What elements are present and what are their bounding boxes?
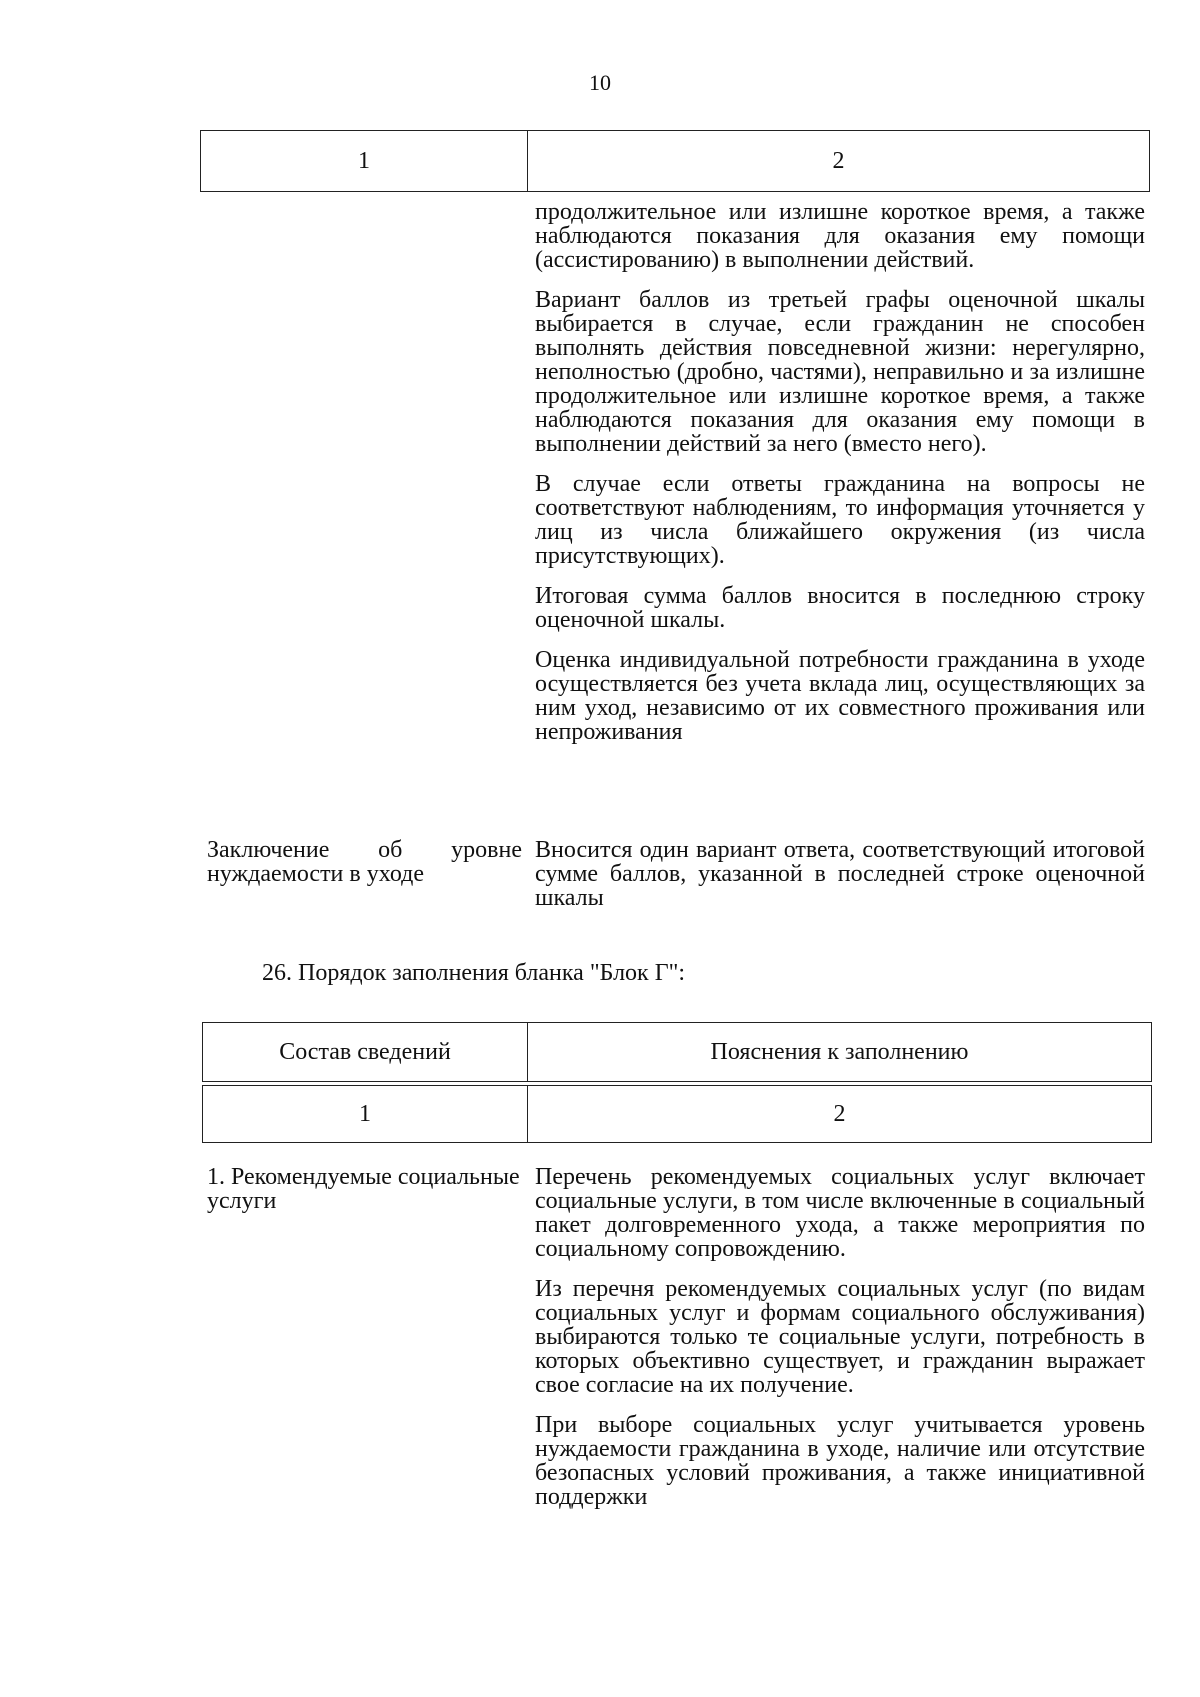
paragraph: При выборе социальных услуг учитывается уровень нуждаемости гражданина в уходе, наличие или отсутствие безопасных условий проживания, а также инициативной поддержки (535, 1412, 1145, 1510)
top-table-col1-header: 1 (201, 131, 528, 191)
conclusion-text-body: Вносится один вариант ответа, соответствующий итоговой сумме баллов, указанной в последней строке оценочной шкалы (535, 837, 1145, 911)
conclusion-label-text: Заключение об уровне нуждаемости в уходе (207, 837, 522, 887)
bottom-table-num-left: 1 (203, 1086, 528, 1142)
top-table-continuation (535, 200, 1145, 744)
top-table-col2-header: 2 (832, 147, 845, 174)
bottom-table-numbers (202, 1085, 1152, 1143)
conclusion-label (207, 838, 522, 886)
bottom-table-header (202, 1022, 1152, 1082)
row1-label (207, 1165, 522, 1213)
paragraph: Из перечня рекомендуемых социальных услуг (по видам социальных услуг и формам социального обслуживания) выбираются только те социальные услуги, потребность в которых объективно существует, и гражданин выражает свое согласие на их получение. (535, 1276, 1145, 1398)
bottom-table-num-right: 2 (833, 1100, 846, 1127)
paragraph: Итоговая сумма баллов вносится в последнюю строку оценочной шкалы. (535, 583, 1145, 633)
top-table-header (200, 130, 1150, 192)
paragraph: Перечень рекомендуемых социальных услуг включает социальные услуги, в том числе включенные в социальный пакет долговременного ухода, а также мероприятия по социальному сопровождению. (535, 1164, 1145, 1262)
paragraph: Вариант баллов из третьей графы оценочной шкалы выбирается в случае, если гражданин не способен выполнять действия повседневной жизни: нерегулярно, неполностью (дробно, частями), неправильно и за излишне продолжительное или излишне короткое время, а также наблюдаются показания для оказания ему помощи в выполнении действий за него (вместо него). (535, 287, 1145, 457)
bottom-table-header-right: Пояснения к заполнению (710, 1038, 969, 1065)
row1-label-text: 1. Рекомендуемые социальные услуги (207, 1164, 520, 1214)
conclusion-text (535, 838, 1145, 910)
paragraph: Оценка индивидуальной потребности гражданина в уходе осуществляется без учета вклада лиц, осуществляющих за ним уход, независимо от их совместного проживания или непроживания (535, 647, 1145, 745)
section-heading: 26. Порядок заполнения бланка "Блок Г": (262, 960, 686, 986)
page-number: 10 (589, 70, 611, 95)
paragraph: продолжительное или излишне короткое время, а также наблюдаются показания для оказания ему помощи (ассистированию) в выполнении действий. (535, 199, 1145, 273)
paragraph: В случае если ответы гражданина на вопросы не соответствуют наблюдениям, то информация уточняется у лиц из числа ближайшего окружения (из числа присутствующих). (535, 471, 1145, 569)
row1-explanations (535, 1165, 1145, 1509)
bottom-table-header-left: Состав сведений (203, 1023, 528, 1081)
